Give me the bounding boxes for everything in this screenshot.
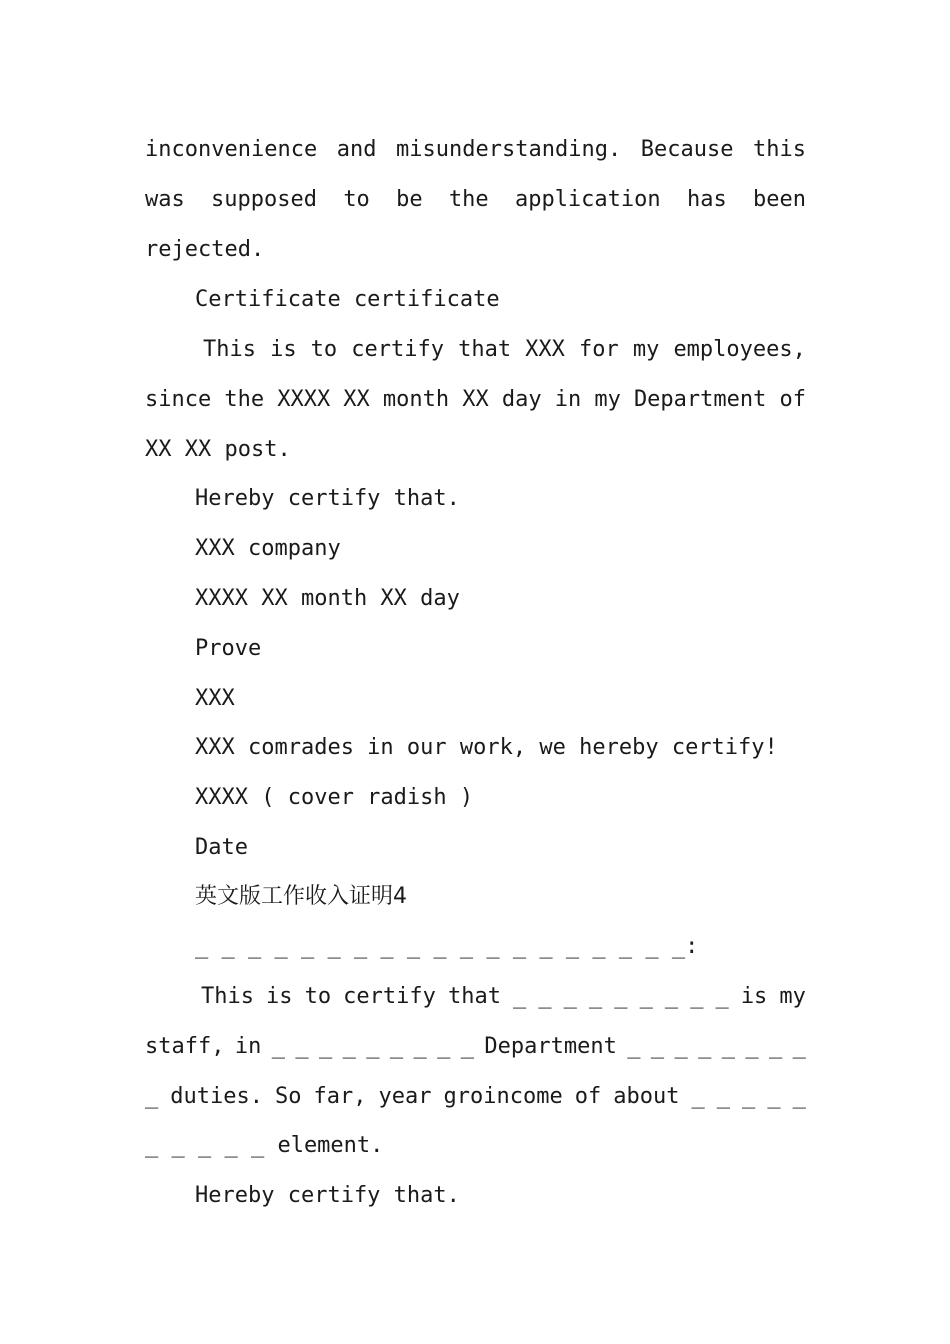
word: staff, (145, 1034, 225, 1059)
text-line-12: XXX (195, 686, 235, 711)
word: duties. (170, 1084, 263, 1109)
word: _ (792, 1034, 806, 1059)
text-line-1 (145, 134, 806, 166)
word: been (753, 187, 806, 212)
word: since (145, 387, 212, 412)
word: has (686, 187, 727, 212)
word: _ (318, 1034, 333, 1059)
word: and (336, 137, 377, 162)
word: _ (413, 1034, 427, 1059)
word: _ (342, 1034, 356, 1059)
word: that (458, 337, 512, 362)
word: employees, (673, 337, 806, 362)
word: _ (460, 1034, 474, 1059)
word: _ (437, 1034, 451, 1059)
salutation-blank: _ _ _ _ _ _ _ _ _ _ _ _ _ _ _ _ _ _ _: (195, 934, 699, 959)
word: application (514, 187, 661, 212)
word: _ (792, 1084, 806, 1109)
word: month (382, 387, 450, 412)
word: in (234, 1034, 262, 1059)
word: This (201, 984, 254, 1009)
word: Department (484, 1034, 617, 1059)
word: _ (513, 984, 527, 1009)
date-line: XXXX XX month XX day (195, 586, 460, 611)
word: this (753, 137, 806, 162)
word: is (270, 337, 297, 362)
text-line-18 (201, 981, 806, 1013)
word: _ (538, 984, 552, 1009)
word: far, (313, 1084, 367, 1109)
word: to (310, 337, 338, 362)
word: _ (145, 1084, 159, 1109)
text-line-15: Date (195, 835, 248, 860)
word: Department (633, 387, 767, 412)
word: _ (715, 984, 729, 1009)
word: _ (698, 1034, 712, 1059)
word: of (779, 387, 806, 412)
text-line-3: rejected. (145, 237, 265, 262)
word: that (447, 984, 501, 1009)
word: is (740, 984, 768, 1009)
text-line-21: _ _ _ _ _ element. (145, 1133, 384, 1158)
company-line: XXX company (195, 536, 341, 561)
word: certify (351, 337, 444, 362)
word: certify (343, 984, 436, 1009)
word: be (396, 187, 423, 212)
word: XX (343, 387, 370, 412)
word: _ (389, 1034, 404, 1059)
text-line-19 (145, 1031, 806, 1063)
word: _ (716, 1084, 731, 1109)
word: was (145, 187, 185, 212)
text-line-22: Hereby certify that. (195, 1183, 460, 1208)
word: _ (767, 1084, 781, 1109)
text-line-8: Hereby certify that. (195, 486, 460, 511)
word: to (304, 984, 332, 1009)
word: _ (650, 1034, 665, 1059)
word: So (275, 1084, 302, 1109)
word: groincome (443, 1084, 563, 1109)
text-line-20 (145, 1081, 806, 1113)
section-title-4: 英文版工作收入证明4 (195, 884, 407, 909)
word: inconvenience (145, 137, 318, 162)
word: the (224, 387, 265, 412)
word: _ (691, 1084, 705, 1109)
word: for (579, 337, 619, 362)
word: _ (768, 1034, 783, 1059)
word: _ (271, 1034, 285, 1059)
word: _ (563, 984, 577, 1009)
word: _ (588, 984, 603, 1009)
text-line-6 (145, 384, 806, 416)
word: _ (674, 1034, 688, 1059)
word: XXX (525, 337, 565, 362)
word: is (266, 984, 293, 1009)
word: day (501, 387, 542, 412)
word: the (448, 187, 489, 212)
word: year (378, 1084, 432, 1109)
word: _ (742, 1084, 756, 1109)
word: _ (690, 984, 704, 1009)
text-line-5 (203, 334, 806, 366)
word: XX (462, 387, 489, 412)
word: _ (614, 984, 628, 1009)
word: misunderstanding. (396, 137, 622, 162)
word: _ (627, 1034, 641, 1059)
word: _ (745, 1034, 759, 1059)
word: _ (721, 1034, 735, 1059)
text-line-2 (145, 184, 806, 216)
text-line-7: XX XX post. (145, 437, 291, 462)
word: in (554, 387, 582, 412)
word: XXXX (277, 387, 331, 412)
word: supposed (211, 187, 318, 212)
word: Because (640, 137, 734, 162)
text-line-14: XXXX ( cover radish ) (195, 785, 474, 810)
word: This (203, 337, 256, 362)
word: _ (295, 1034, 309, 1059)
section-heading: Certificate certificate (195, 287, 500, 312)
prove-heading: Prove (195, 636, 262, 661)
word: _ (664, 984, 679, 1009)
word: _ (366, 1034, 380, 1059)
word: my (779, 984, 806, 1009)
word: my (594, 387, 621, 412)
word: my (632, 337, 660, 362)
word: about (613, 1084, 680, 1109)
word: of (574, 1084, 602, 1109)
text-line-13: XXX comrades in our work, we hereby certify! (195, 735, 778, 760)
word: _ (639, 984, 653, 1009)
word: to (343, 187, 370, 212)
